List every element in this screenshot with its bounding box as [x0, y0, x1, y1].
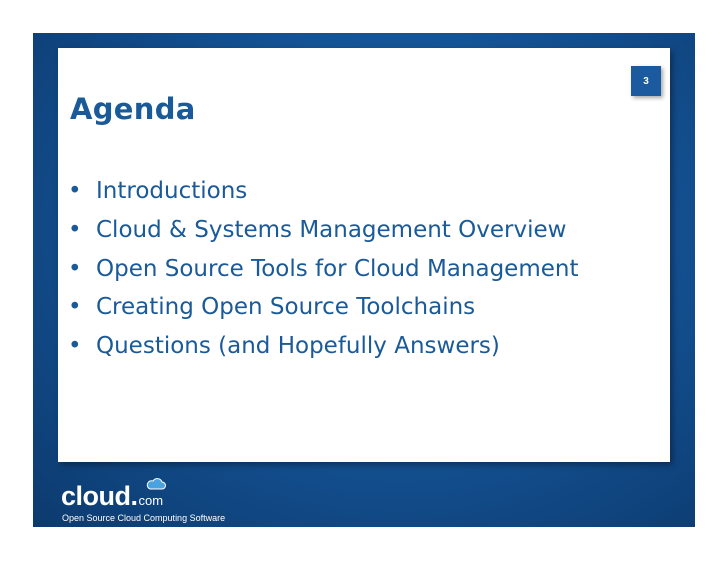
- bullet-icon: •: [68, 178, 82, 204]
- list-item-text: Questions (and Hopefully Answers): [96, 333, 500, 359]
- cloud-icon: [146, 477, 166, 490]
- content-panel: [58, 48, 670, 462]
- bullet-icon: •: [68, 294, 82, 320]
- logo-tagline: Open Source Cloud Computing Software: [62, 513, 226, 523]
- list-item: [68, 288, 658, 327]
- bullet-icon: •: [68, 217, 82, 243]
- slide: [33, 33, 695, 527]
- list-item-text: Creating Open Source Toolchains: [96, 294, 476, 320]
- list-item-text: Cloud & Systems Management Overview: [96, 217, 567, 243]
- cloud-com-logo: [61, 481, 163, 512]
- list-item: [68, 211, 658, 250]
- slide-title: Agenda: [70, 92, 196, 126]
- bullet-icon: •: [68, 333, 82, 359]
- list-item-text: Open Source Tools for Cloud Management: [96, 256, 579, 282]
- page-number-badge: 3: [631, 66, 661, 96]
- logo-suffix: com: [138, 493, 164, 508]
- bullet-icon: •: [68, 256, 82, 282]
- logo-word: cloud.: [61, 481, 138, 511]
- list-item: [68, 250, 658, 288]
- list-item: [68, 327, 658, 366]
- list-item-text: Introductions: [96, 178, 248, 204]
- agenda-list: [68, 172, 658, 366]
- list-item: [68, 172, 658, 211]
